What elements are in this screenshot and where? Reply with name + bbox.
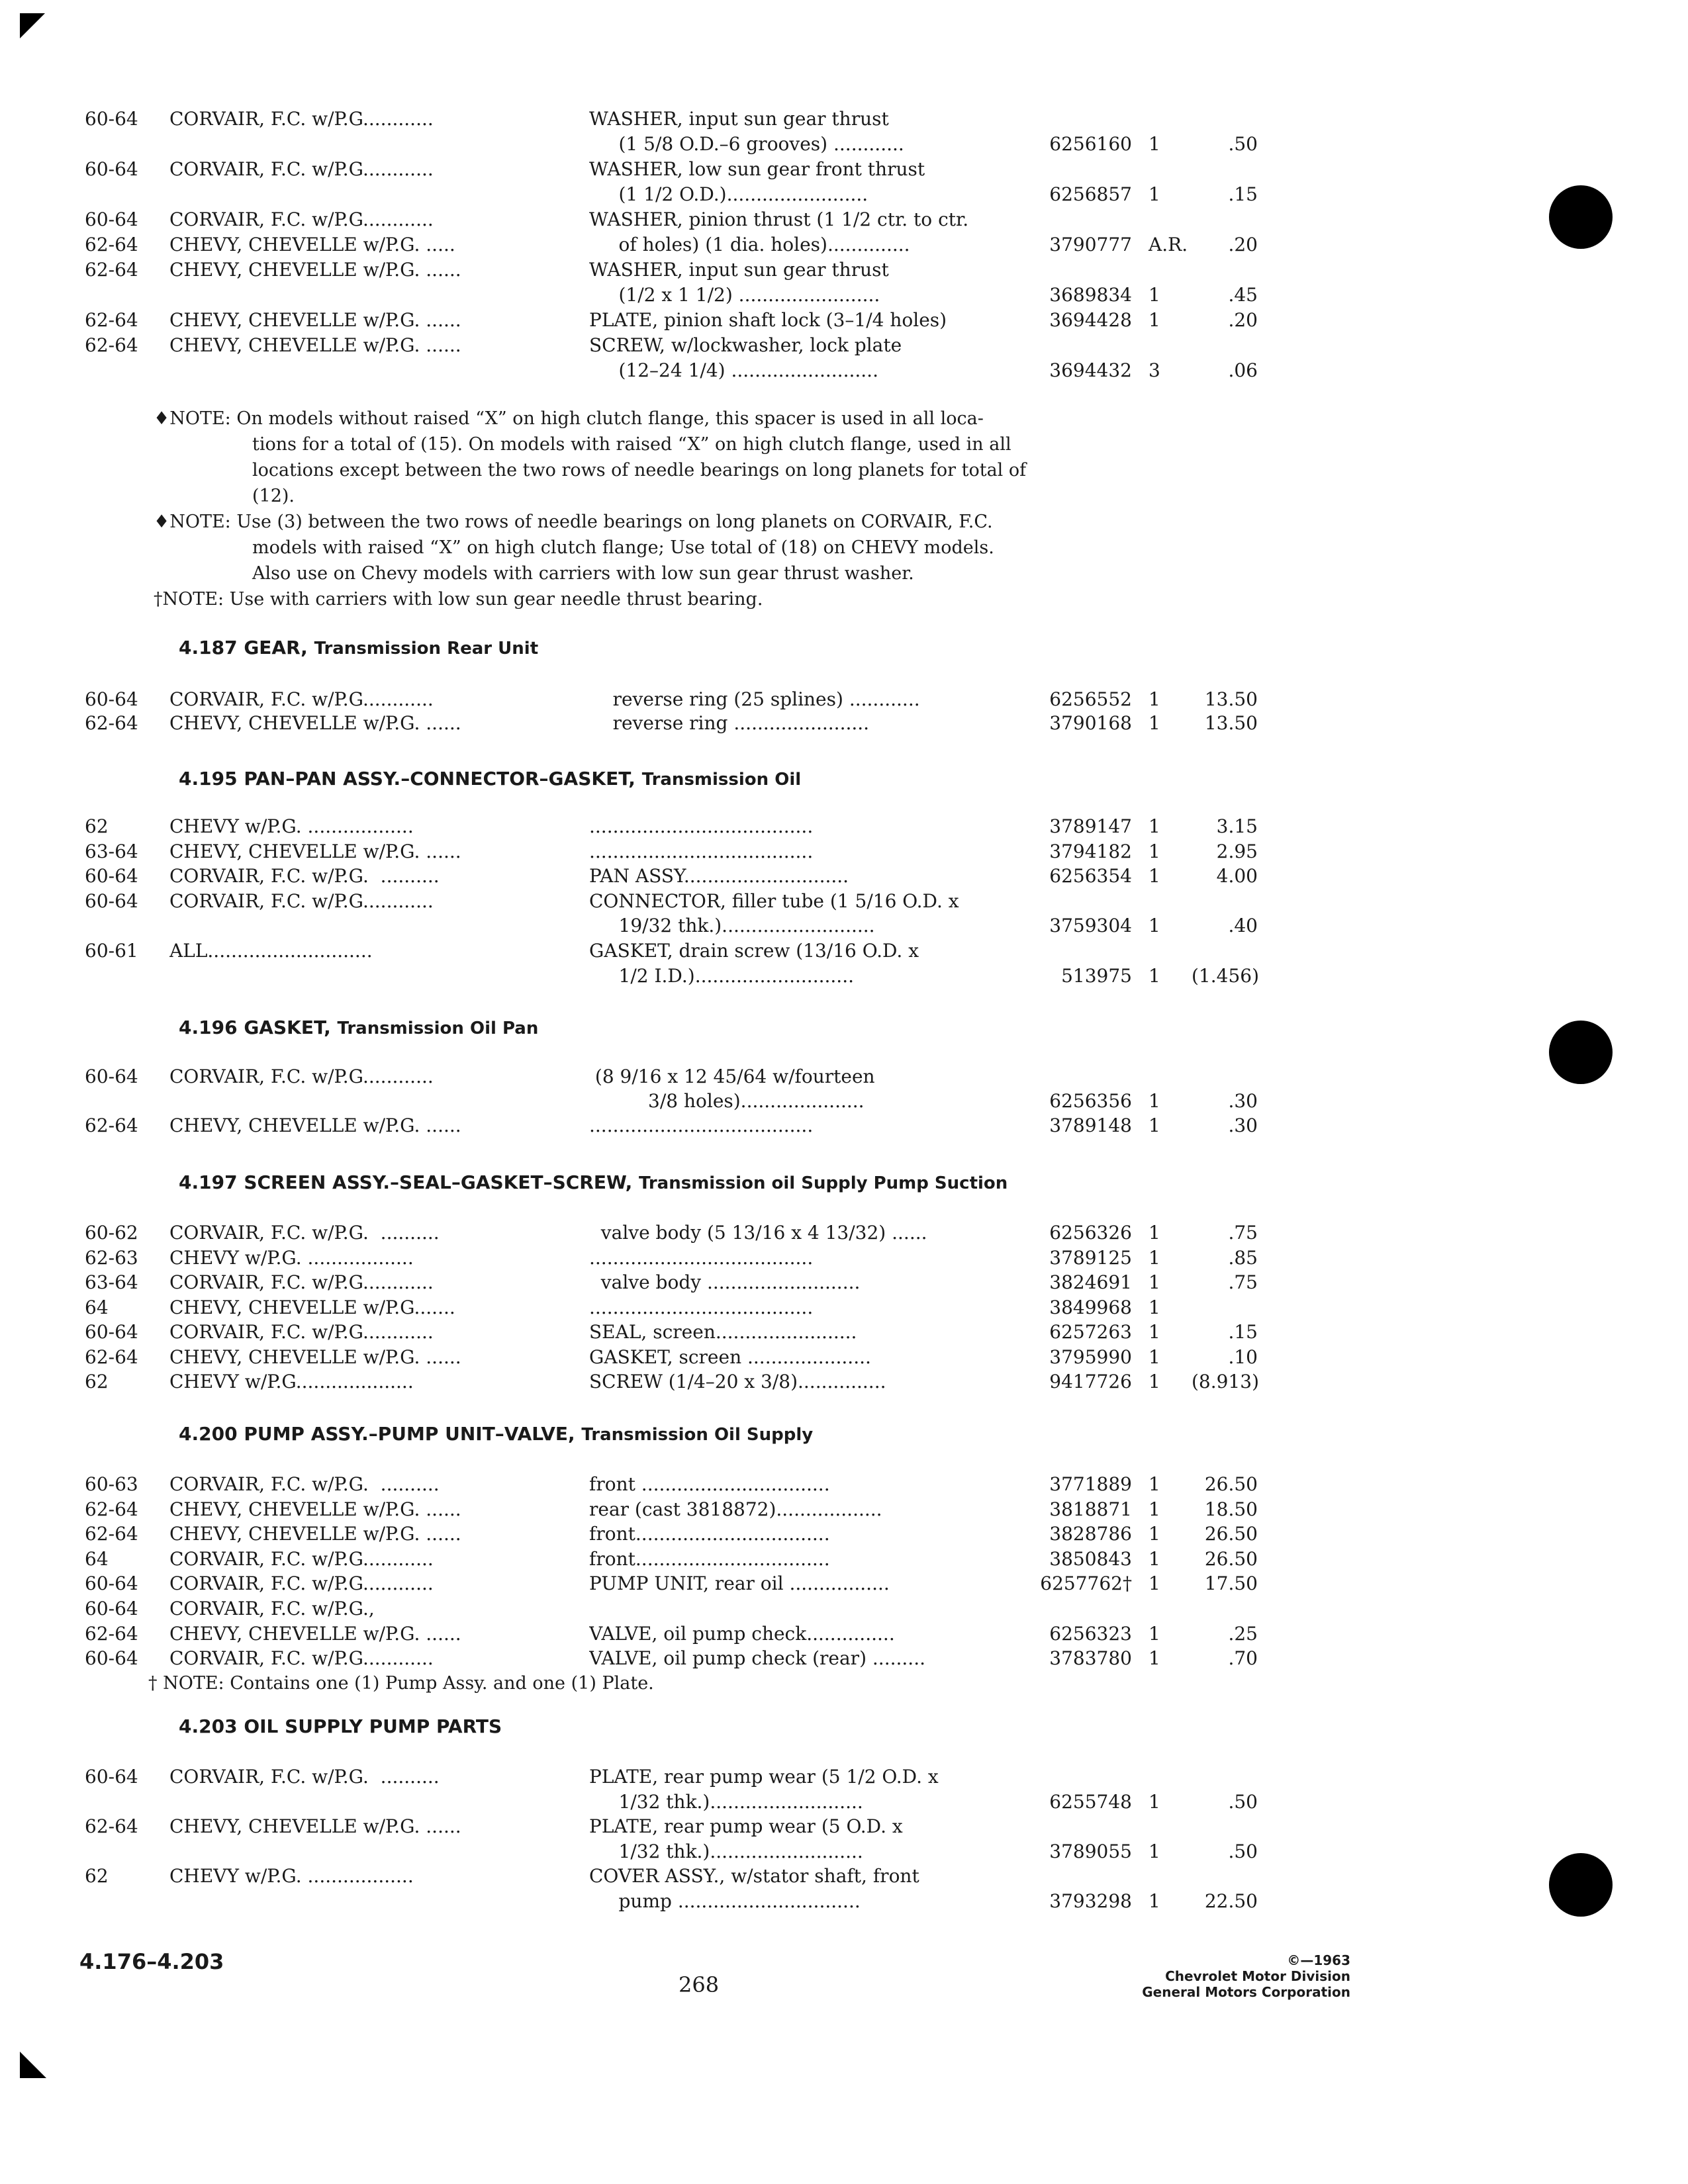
part-description: 1/2 I.D.)........................... [589, 965, 855, 987]
part-description: valve body .......................... [589, 1271, 861, 1293]
part-number: 3790168 [1049, 712, 1132, 734]
footer-copyright-block [1112, 1952, 1350, 2000]
part-description: GASKET, screen ..................... [589, 1346, 871, 1368]
quantity: 1 [1149, 1346, 1160, 1368]
part-description: SCREW (1/4–20 x 3/8)............... [589, 1371, 886, 1392]
part-description: (12–24 1/4) ......................... [589, 359, 878, 381]
part-description: SEAL, screen........................ [589, 1321, 857, 1343]
part-number: 6256857 [1049, 183, 1132, 205]
model-years: 60-64 [85, 1066, 138, 1087]
part-description: WASHER, pinion thrust (1 1/2 ctr. to ctr. [589, 208, 969, 230]
part-description: rear (cast 3818872).................. [589, 1498, 882, 1520]
parts-row [0, 1890, 1688, 1913]
model-years: 60-64 [85, 865, 138, 887]
vehicle-model: CORVAIR, F.C. w/P.G............ [169, 1572, 434, 1594]
part-description: COVER ASSY., w/stator shaft, front [589, 1865, 919, 1887]
quantity: 1 [1149, 815, 1160, 837]
part-number: 3783780 [1049, 1647, 1132, 1669]
parts-row [0, 1271, 1688, 1294]
section-heading-4-196 [179, 1017, 538, 1038]
section-heading-subtitle: Transmission Oil [641, 770, 802, 790]
parts-row [0, 1321, 1688, 1343]
quantity: 1 [1149, 1890, 1160, 1912]
parts-row [0, 1841, 1688, 1863]
quantity: 1 [1149, 1297, 1160, 1318]
model-years: 62-64 [85, 1815, 138, 1837]
list-price: .30 [1228, 1090, 1258, 1112]
part-description: reverse ring ....................... [589, 712, 870, 734]
top-corner-mark [20, 13, 46, 40]
model-years: 62 [85, 1865, 109, 1887]
note-line: ♦NOTE: Use (3) between the two rows of needle bearings on long planets on CORVAIR, F.C. [154, 512, 993, 532]
part-number: 3789125 [1049, 1247, 1132, 1269]
quantity: 1 [1149, 1271, 1160, 1293]
quantity: 1 [1149, 1572, 1160, 1594]
list-price: .10 [1228, 1346, 1258, 1368]
parts-row [0, 1297, 1688, 1319]
quantity: 1 [1149, 1498, 1160, 1520]
section-heading-title: 4.200 PUMP ASSY.–PUMP UNIT–VALVE, [179, 1423, 575, 1445]
part-number: 3689834 [1049, 284, 1132, 306]
parts-row [0, 1115, 1688, 1137]
part-number: 3771889 [1049, 1473, 1132, 1495]
vehicle-model: CORVAIR, F.C. w/P.G. .......... [169, 865, 440, 887]
vehicle-model: CHEVY, CHEVELLE w/P.G. ...... [169, 309, 461, 331]
quantity: 1 [1149, 309, 1160, 331]
model-years: 62-64 [85, 309, 138, 331]
part-description: VALVE, oil pump check............... [589, 1623, 895, 1645]
parts-row [0, 712, 1688, 735]
vehicle-model: CORVAIR, F.C. w/P.G............ [169, 688, 434, 710]
vehicle-model: CHEVY, CHEVELLE w/P.G....... [169, 1297, 455, 1318]
part-description: front ................................ [589, 1473, 830, 1495]
vehicle-model: CHEVY w/P.G.................... [169, 1371, 414, 1392]
vehicle-model: CORVAIR, F.C. w/P.G............ [169, 1548, 434, 1570]
list-price: .70 [1228, 1647, 1258, 1669]
parts-row [0, 158, 1688, 181]
parts-row [0, 1548, 1688, 1570]
part-description: PLATE, pinion shaft lock (3–1/4 holes) [589, 309, 947, 331]
parts-row [0, 1572, 1688, 1595]
parts-row [0, 965, 1688, 987]
parts-row [0, 183, 1688, 206]
part-description: PLATE, rear pump wear (5 O.D. x [589, 1815, 903, 1837]
part-description: ...................................... [589, 1115, 814, 1136]
part-description: (8 9/16 x 12 45/64 w/fourteen [589, 1066, 875, 1087]
parts-row [0, 1598, 1688, 1620]
model-years: 62-64 [85, 1498, 138, 1520]
part-number: 3818871 [1049, 1498, 1132, 1520]
part-description: WASHER, input sun gear thrust [589, 259, 889, 281]
part-number: 9417726 [1049, 1371, 1132, 1392]
section-heading-title: 4.187 GEAR, [179, 637, 308, 659]
part-number: 3789148 [1049, 1115, 1132, 1136]
part-description: 1/32 thk.).......................... [589, 1791, 863, 1813]
model-years: 60-64 [85, 890, 138, 912]
list-price: (1.456) [1192, 965, 1260, 987]
model-years: 62 [85, 815, 109, 837]
part-description: (1/2 x 1 1/2) ........................ [589, 284, 880, 306]
vehicle-model: CHEVY, CHEVELLE w/P.G. ...... [169, 1623, 461, 1645]
section-heading-title: 4.195 PAN–PAN ASSY.–CONNECTOR–GASKET, [179, 768, 635, 790]
parts-row [0, 334, 1688, 357]
parts-row [0, 1498, 1688, 1521]
parts-row [0, 1815, 1688, 1838]
parts-row [0, 841, 1688, 863]
part-number: 3824691 [1049, 1271, 1132, 1293]
vehicle-model: CORVAIR, F.C. w/P.G. .......... [169, 1766, 440, 1788]
vehicle-model: CHEVY, CHEVELLE w/P.G. ...... [169, 841, 461, 862]
quantity: 1 [1149, 1473, 1160, 1495]
quantity: 1 [1149, 1523, 1160, 1545]
parts-row [0, 940, 1688, 962]
note-line: models with raised “X” on high clutch flange; Use total of (18) on CHEVY models. [252, 537, 994, 558]
model-years: 60-64 [85, 1598, 138, 1619]
quantity: 1 [1149, 841, 1160, 862]
part-description: PAN ASSY............................ [589, 865, 849, 887]
parts-row [0, 890, 1688, 913]
model-years: 62-63 [85, 1247, 138, 1269]
list-price: .15 [1228, 183, 1258, 205]
list-price: .40 [1228, 915, 1258, 936]
model-years: 62-64 [85, 334, 138, 356]
part-description: PLATE, rear pump wear (5 1/2 O.D. x [589, 1766, 939, 1788]
part-number: 6257762† [1040, 1572, 1132, 1594]
part-number: 3793298 [1049, 1890, 1132, 1912]
list-price: .75 [1228, 1271, 1258, 1293]
quantity: 1 [1149, 133, 1160, 155]
part-number: 3795990 [1049, 1346, 1132, 1368]
model-years: 60-64 [85, 158, 138, 180]
part-description: ...................................... [589, 841, 814, 862]
parts-row [0, 234, 1688, 256]
part-number: 6256552 [1049, 688, 1132, 710]
section-heading-4-187 [179, 637, 538, 659]
vehicle-model: CHEVY, CHEVELLE w/P.G. ...... [169, 259, 461, 281]
part-description: front................................. [589, 1523, 830, 1545]
vehicle-model: CHEVY w/P.G. .................. [169, 815, 414, 837]
part-description: 3/8 holes)..................... [589, 1090, 865, 1112]
vehicle-model: CORVAIR, F.C. w/P.G............ [169, 1066, 434, 1087]
parts-row [0, 915, 1688, 937]
vehicle-model: CORVAIR, F.C. w/P.G............ [169, 1321, 434, 1343]
model-years: 62-64 [85, 1346, 138, 1368]
part-description: CONNECTOR, filler tube (1 5/16 O.D. x [589, 890, 959, 912]
part-number: 513975 [1061, 965, 1132, 987]
part-description: (1 5/8 O.D.–6 grooves) ............ [589, 133, 904, 155]
parts-row [0, 108, 1688, 130]
part-number: 6256326 [1049, 1222, 1132, 1244]
list-price: 13.50 [1204, 688, 1258, 710]
quantity: 1 [1149, 1647, 1160, 1669]
footer-section-range: 4.176–4.203 [79, 1949, 224, 1974]
quantity: 1 [1149, 915, 1160, 936]
quantity: 1 [1149, 1841, 1160, 1862]
part-description: PUMP UNIT, rear oil ................. [589, 1572, 890, 1594]
section-heading-4-197 [179, 1171, 1008, 1193]
vehicle-model: CORVAIR, F.C. w/P.G............ [169, 1271, 434, 1293]
vehicle-model: CHEVY, CHEVELLE w/P.G. ...... [169, 1815, 461, 1837]
vehicle-model: CORVAIR, F.C. w/P.G............ [169, 890, 434, 912]
part-number: 3789055 [1049, 1841, 1132, 1862]
part-description: 19/32 thk.).......................... [589, 915, 875, 936]
list-price: 4.00 [1216, 865, 1258, 887]
part-number: 6256354 [1049, 865, 1132, 887]
parts-row [0, 1371, 1688, 1393]
quantity: 1 [1149, 1115, 1160, 1136]
list-price: 17.50 [1204, 1572, 1258, 1594]
model-years: 62-64 [85, 1623, 138, 1645]
part-number: 6256160 [1049, 133, 1132, 155]
section-heading-title: 4.203 OIL SUPPLY PUMP PARTS [179, 1715, 502, 1737]
parts-row [0, 208, 1688, 231]
vehicle-model: CHEVY, CHEVELLE w/P.G. ...... [169, 334, 461, 356]
note-line: Also use on Chevy models with carriers with low sun gear thrust washer. [252, 563, 914, 584]
model-years: 64 [85, 1297, 109, 1318]
list-price: 13.50 [1204, 712, 1258, 734]
model-years: 62-64 [85, 1115, 138, 1136]
section-heading-subtitle: Transmission Rear Unit [314, 639, 539, 659]
model-years: 60-64 [85, 688, 138, 710]
vehicle-model: CORVAIR, F.C. w/P.G............ [169, 1647, 434, 1669]
vehicle-model: CORVAIR, F.C. w/P.G. .......... [169, 1222, 440, 1244]
list-price: .85 [1228, 1247, 1258, 1269]
list-price: .50 [1228, 1791, 1258, 1813]
model-years: 60-64 [85, 1647, 138, 1669]
vehicle-model: CHEVY, CHEVELLE w/P.G. ...... [169, 712, 461, 734]
part-description: 1/32 thk.).......................... [589, 1841, 863, 1862]
vehicle-model: CHEVY w/P.G. .................. [169, 1247, 414, 1269]
part-number: 3789147 [1049, 815, 1132, 837]
parts-row [0, 1222, 1688, 1244]
model-years: 60-64 [85, 1766, 138, 1788]
part-number: 3694428 [1049, 309, 1132, 331]
part-number: 6256356 [1049, 1090, 1132, 1112]
list-price: (8.913) [1192, 1371, 1260, 1392]
quantity: 3 [1149, 359, 1160, 381]
list-price: .20 [1228, 309, 1258, 331]
part-description: ...................................... [589, 1297, 814, 1318]
vehicle-model: CHEVY, CHEVELLE w/P.G. ..... [169, 234, 455, 255]
quantity: 1 [1149, 1247, 1160, 1269]
copyright-year: ©—1963 [1287, 1952, 1350, 1968]
list-price: .15 [1228, 1321, 1258, 1343]
parts-row [0, 865, 1688, 887]
model-years: 60-62 [85, 1222, 138, 1244]
quantity: 1 [1149, 688, 1160, 710]
vehicle-model: CHEVY, CHEVELLE w/P.G. ...... [169, 1523, 461, 1545]
quantity: 1 [1149, 1090, 1160, 1112]
section-heading-4-203 [179, 1715, 502, 1737]
vehicle-model: CHEVY, CHEVELLE w/P.G. ...... [169, 1498, 461, 1520]
quantity: 1 [1149, 1371, 1160, 1392]
list-price: .45 [1228, 284, 1258, 306]
part-description: pump ............................... [589, 1890, 861, 1912]
list-price: 3.15 [1216, 815, 1258, 837]
section-heading-title: 4.197 SCREEN ASSY.–SEAL–GASKET–SCREW, [179, 1171, 633, 1193]
model-years: 62-64 [85, 259, 138, 281]
vehicle-model: CORVAIR, F.C. w/P.G. .......... [169, 1473, 440, 1495]
list-price: .25 [1228, 1623, 1258, 1645]
parts-row [0, 1473, 1688, 1496]
part-number: 3828786 [1049, 1523, 1132, 1545]
model-years: 63-64 [85, 841, 138, 862]
quantity: A.R. [1149, 234, 1188, 255]
part-number: 3694432 [1049, 359, 1132, 381]
part-number: 3794182 [1049, 841, 1132, 862]
model-years: 60-63 [85, 1473, 138, 1495]
model-years: 60-64 [85, 208, 138, 230]
part-description: of holes) (1 dia. holes).............. [589, 234, 910, 255]
section-heading-subtitle: Transmission oil Supply Pump Suction [638, 1173, 1008, 1193]
parts-row [0, 1090, 1688, 1113]
parts-row [0, 359, 1688, 382]
vehicle-model: CORVAIR, F.C. w/P.G............ [169, 208, 434, 230]
quantity: 1 [1149, 183, 1160, 205]
vehicle-model: CHEVY, CHEVELLE w/P.G. ...... [169, 1346, 461, 1368]
model-years: 62 [85, 1371, 109, 1392]
note-line: tions for a total of (15). On models with raised “X” on high clutch flange, used in all [252, 434, 1011, 455]
part-description: front................................. [589, 1548, 830, 1570]
model-years: 62-64 [85, 1523, 138, 1545]
note-line: †NOTE: Use with carriers with low sun gear needle thrust bearing. [154, 589, 763, 610]
quantity: 1 [1149, 284, 1160, 306]
parts-row [0, 1791, 1688, 1813]
list-price: .20 [1228, 234, 1258, 255]
part-number: 3790777 [1049, 234, 1132, 255]
vehicle-model: CORVAIR, F.C. w/P.G............ [169, 108, 434, 130]
part-number: 3849968 [1049, 1297, 1132, 1318]
parts-row [0, 284, 1688, 306]
part-description: ...................................... [589, 815, 814, 837]
part-description: VALVE, oil pump check (rear) ......... [589, 1647, 925, 1669]
note-line: locations except between the two rows of needle bearings on long planets for total of [252, 460, 1027, 480]
model-years: 62-64 [85, 234, 138, 255]
division-name: Chevrolet Motor Division [1165, 1968, 1350, 1984]
section-heading-4-200 [179, 1423, 813, 1445]
note-line: ♦NOTE: On models without raised “X” on high clutch flange, this spacer is used in all loca- [154, 408, 984, 429]
list-price: .06 [1228, 359, 1258, 381]
bottom-corner-mark [20, 2052, 49, 2081]
model-years: 60-61 [85, 940, 138, 962]
part-number: 3759304 [1049, 915, 1132, 936]
part-description: reverse ring (25 splines) ............ [589, 688, 920, 710]
model-years: 64 [85, 1548, 109, 1570]
parts-row [0, 133, 1688, 156]
section-heading-title: 4.196 GASKET, [179, 1017, 331, 1038]
model-years: 60-64 [85, 1572, 138, 1594]
model-years: 63-64 [85, 1271, 138, 1293]
list-price: 18.50 [1204, 1498, 1258, 1520]
parts-row [0, 1647, 1688, 1670]
parts-row [0, 1766, 1688, 1788]
parts-row [0, 1066, 1688, 1088]
parts-row [0, 309, 1688, 332]
list-price: 26.50 [1204, 1548, 1258, 1570]
part-number: 3850843 [1049, 1548, 1132, 1570]
section-heading-subtitle: Transmission Oil Pan [337, 1019, 539, 1038]
page-number: 268 [679, 1972, 720, 1997]
quantity: 1 [1149, 1623, 1160, 1645]
parts-row [0, 1346, 1688, 1369]
section-heading-4-195 [179, 768, 801, 790]
pump-assy-note: † NOTE: Contains one (1) Pump Assy. and one (1) Plate. [148, 1673, 654, 1694]
corporation-name: General Motors Corporation [1142, 1984, 1350, 2000]
part-description: valve body (5 13/16 x 4 13/32) ...... [589, 1222, 927, 1244]
vehicle-model: ALL............................ [169, 940, 373, 962]
list-price: .75 [1228, 1222, 1258, 1244]
part-number: 6256323 [1049, 1623, 1132, 1645]
quantity: 1 [1149, 1791, 1160, 1813]
quantity: 1 [1149, 1548, 1160, 1570]
section-heading-subtitle: Transmission Oil Supply [581, 1425, 814, 1445]
list-price: .50 [1228, 133, 1258, 155]
quantity: 1 [1149, 965, 1160, 987]
note-line: (12). [252, 486, 295, 506]
parts-row [0, 259, 1688, 281]
part-number: 6257263 [1049, 1321, 1132, 1343]
list-price: 26.50 [1204, 1523, 1258, 1545]
part-description: GASKET, drain screw (13/16 O.D. x [589, 940, 919, 962]
parts-row [0, 1247, 1688, 1269]
part-description: ...................................... [589, 1247, 814, 1269]
vehicle-model: CHEVY, CHEVELLE w/P.G. ...... [169, 1115, 461, 1136]
quantity: 1 [1149, 1321, 1160, 1343]
vehicle-model: CORVAIR, F.C. w/P.G............ [169, 158, 434, 180]
model-years: 60-64 [85, 1321, 138, 1343]
part-number: 6255748 [1049, 1791, 1132, 1813]
part-description: (1 1/2 O.D.)........................ [589, 183, 868, 205]
part-description: WASHER, input sun gear thrust [589, 108, 889, 130]
parts-row [0, 1523, 1688, 1545]
vehicle-model: CORVAIR, F.C. w/P.G., [169, 1598, 375, 1619]
list-price: 2.95 [1216, 841, 1258, 862]
model-years: 62-64 [85, 712, 138, 734]
parts-row [0, 1623, 1688, 1645]
vehicle-model: CHEVY w/P.G. .................. [169, 1865, 414, 1887]
parts-row [0, 815, 1688, 838]
quantity: 1 [1149, 865, 1160, 887]
quantity: 1 [1149, 1222, 1160, 1244]
list-price: .30 [1228, 1115, 1258, 1136]
parts-row [0, 1865, 1688, 1888]
list-price: .50 [1228, 1841, 1258, 1862]
list-price: 22.50 [1204, 1890, 1258, 1912]
part-description: SCREW, w/lockwasher, lock plate [589, 334, 902, 356]
parts-row [0, 688, 1688, 711]
quantity: 1 [1149, 712, 1160, 734]
model-years: 60-64 [85, 108, 138, 130]
list-price: 26.50 [1204, 1473, 1258, 1495]
part-description: WASHER, low sun gear front thrust [589, 158, 925, 180]
